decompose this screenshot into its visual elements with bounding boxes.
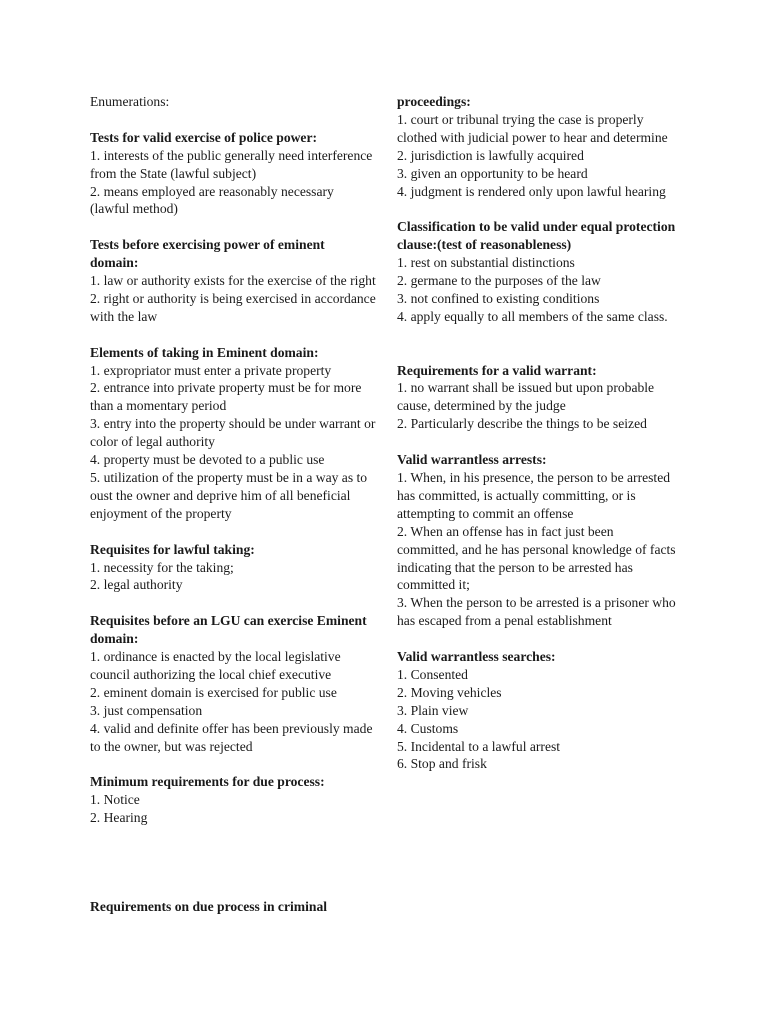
list-item: 3. entry into the property should be under warrant or color of legal authority	[90, 416, 376, 450]
list-item: 2. eminent domain is exercised for public use	[90, 684, 337, 700]
section-title: Tests before exercising power of eminent domain:	[90, 237, 325, 271]
section-title: Valid warrantless searches:	[397, 649, 556, 665]
list-item: 1. law or authority exists for the exercise of the right	[90, 273, 376, 289]
list-item: 1. Notice	[90, 792, 140, 808]
list-item: 3. When the person to be arrested is a prisoner who has escaped from a penal establishment	[397, 595, 676, 629]
section-title: Tests for valid exercise of police power:	[90, 129, 318, 145]
section-title: Requisites before an LGU can exercise Eminent domain:	[90, 613, 367, 647]
list-item: 3. given an opportunity to be heard	[397, 165, 588, 181]
section-elements-of-taking	[90, 344, 376, 523]
list-item: 1. expropriator must enter a private property	[90, 362, 332, 378]
section-warrantless-arrests	[397, 451, 677, 630]
section-title: Elements of taking in Eminent domain:	[90, 344, 319, 360]
list-item: 6. Stop and frisk	[397, 756, 487, 772]
list-item: 2. jurisdiction is lawfully acquired	[397, 147, 584, 163]
list-item: 3. not confined to existing conditions	[397, 290, 600, 306]
list-item: 2. Particularly describe the things to be seized	[397, 416, 647, 432]
left-column	[90, 93, 376, 845]
section-title: Classification to be valid under equal protection clause:(test of reasonableness)	[397, 219, 676, 253]
section-eminent-domain-tests	[90, 236, 376, 326]
section-title: Requisites for lawful taking:	[90, 541, 255, 557]
section-criminal-proceedings	[397, 93, 677, 200]
list-item: 1. interests of the public generally need interference from the State (lawful subject)	[90, 147, 373, 181]
section-warrantless-searches	[397, 648, 677, 773]
section-title: Requirements for a valid warrant:	[397, 362, 597, 378]
section-title: Valid warrantless arrests:	[397, 452, 547, 468]
section-police-power	[90, 129, 376, 219]
list-item: 1. When, in his presence, the person to be arrested has committed, is actually committing, or is attempting to commit an offense	[397, 469, 671, 521]
section-lgu-eminent-domain	[90, 612, 376, 755]
list-item: 3. Plain view	[397, 702, 469, 718]
list-item: 2. entrance into private property must be for more than a momentary period	[90, 380, 362, 414]
list-item: 4. apply equally to all members of the same class.	[397, 308, 668, 324]
list-item: 3. just compensation	[90, 702, 203, 718]
list-item: 1. ordinance is enacted by the local legislative council authorizing the local chief executive	[90, 649, 341, 682]
section-title: Minimum requirements for due process:	[90, 774, 325, 790]
list-item: 4. judgment is rendered only upon lawful hearing	[397, 183, 666, 199]
list-item: 2. means employed are reasonably necessary (lawful method)	[90, 183, 334, 217]
list-item: 1. necessity for the taking;	[90, 559, 234, 575]
list-item: 2. germane to the purposes of the law	[397, 273, 601, 289]
list-item: 4. valid and definite offer has been previously made to the owner, but was rejected	[90, 720, 373, 754]
section-title: proceedings:	[397, 94, 471, 109]
list-item: 4. property must be devoted to a public use	[90, 452, 325, 468]
list-item: 1. Consented	[397, 666, 468, 682]
right-column	[397, 93, 677, 791]
blank-line	[397, 344, 677, 362]
section-lawful-taking	[90, 541, 376, 595]
list-item: 1. court or tribunal trying the case is properly clothed with judicial power to hear and determine	[397, 111, 668, 145]
section-equal-protection	[397, 218, 677, 325]
list-item: 1. no warrant shall be issued but upon probable cause, determined by the judge	[397, 380, 655, 414]
section-due-process	[90, 773, 376, 827]
list-item: 5. Incidental to a lawful arrest	[397, 738, 561, 754]
section-title-criminal-due-process: Requirements on due process in criminal	[90, 899, 328, 914]
list-item: 2. right or authority is being exercised in accordance with the law	[90, 290, 376, 324]
list-item: 2. Moving vehicles	[397, 684, 502, 700]
list-item: 1. rest on substantial distinctions	[397, 255, 575, 271]
list-item: 2. legal authority	[90, 577, 183, 593]
list-item: 5. utilization of the property must be in a way as to oust the owner and deprive him of all beneficial enjoyment of the property	[90, 469, 368, 521]
enumerations-heading: Enumerations:	[90, 94, 170, 109]
list-item: 2. Hearing	[90, 810, 148, 826]
section-valid-warrant	[397, 362, 677, 434]
list-item: 2. When an offense has in fact just been committed, and he has personal knowledge of facts indicating that the person to be arrested has committed it;	[397, 523, 676, 593]
list-item: 4. Customs	[397, 720, 459, 736]
